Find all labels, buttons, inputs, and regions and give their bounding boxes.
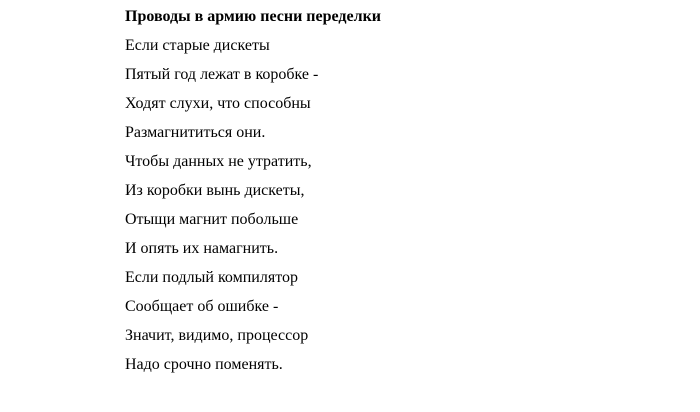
poem-line: Если старые дискеты <box>125 37 270 54</box>
poem-line: Сообщает об ошибке - <box>125 298 279 315</box>
poem-line: Пятый год лежат в коробке - <box>125 66 319 83</box>
poem-line: Если подлый компилятор <box>125 269 298 286</box>
poem-line: Размагнититься они. <box>125 124 266 141</box>
poem-line: Отыщи магнит побольше <box>125 211 299 228</box>
poem-line: Чтобы данных не утратить, <box>125 153 312 170</box>
document-content <box>125 2 381 379</box>
document-title: Проводы в армию песни переделки <box>125 8 382 25</box>
poem-line: Значит, видимо, процессор <box>125 327 309 344</box>
poem-line: Ходят слухи, что способны <box>125 95 311 112</box>
poem-line: Из коробки вынь дискеты, <box>125 182 305 199</box>
poem-line: Надо срочно поменять. <box>125 356 283 373</box>
poem-line: И опять их намагнить. <box>125 240 279 257</box>
